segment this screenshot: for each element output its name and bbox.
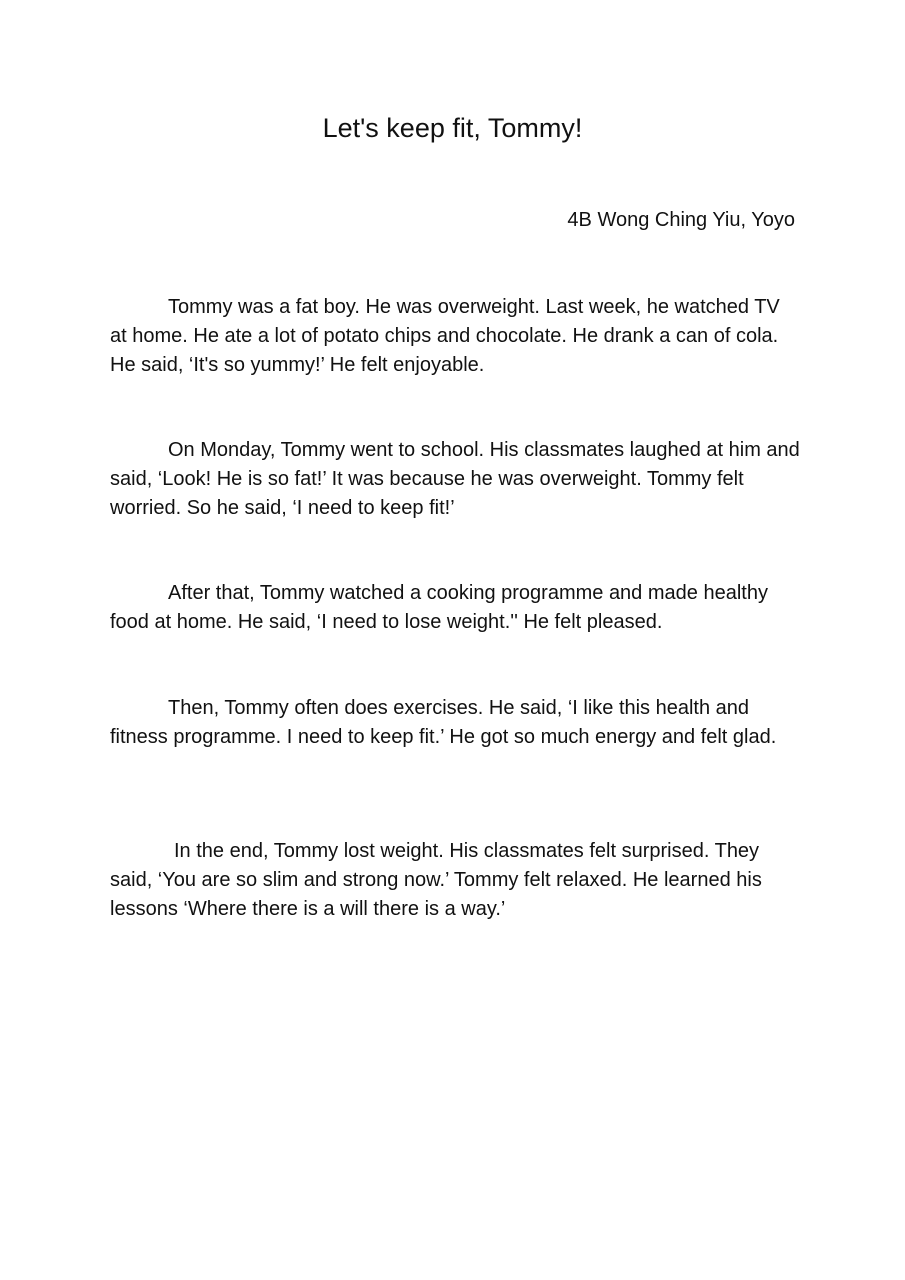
paragraph-2: On Monday, Tommy went to school. His classmates laughed at him and said, ‘Look! He is so fat!’ It was because he was overweight. Tommy felt worried. So he said, ‘I need to keep fit!’ xyxy=(110,439,800,519)
paragraph-1: Tommy was a fat boy. He was overweight. Last week, he watched TV at home. He ate a lot of potato chips and chocolate. He drank a can of cola. He said, ‘It's so yummy!’ He felt enjoyable. xyxy=(110,296,780,376)
author-line: 4B Wong Ching Yiu, Yoyo xyxy=(567,209,795,231)
paragraph-5: In the end, Tommy lost weight. His classmates felt surprised. They said, ‘You are so slim and strong now.’ Tommy felt relaxed. He learned his lessons ‘Where there is a will there is a way.’ xyxy=(110,840,762,920)
document-title: Let's keep fit, Tommy! xyxy=(322,113,583,143)
paragraph-3: After that, Tommy watched a cooking programme and made healthy food at home. He said, ‘I need to lose weight.'' He felt pleased. xyxy=(110,582,768,633)
paragraph-4: Then, Tommy often does exercises. He said, ‘I like this health and fitness programme. I need to keep fit.’ He got so much energy and felt glad. xyxy=(110,697,777,748)
